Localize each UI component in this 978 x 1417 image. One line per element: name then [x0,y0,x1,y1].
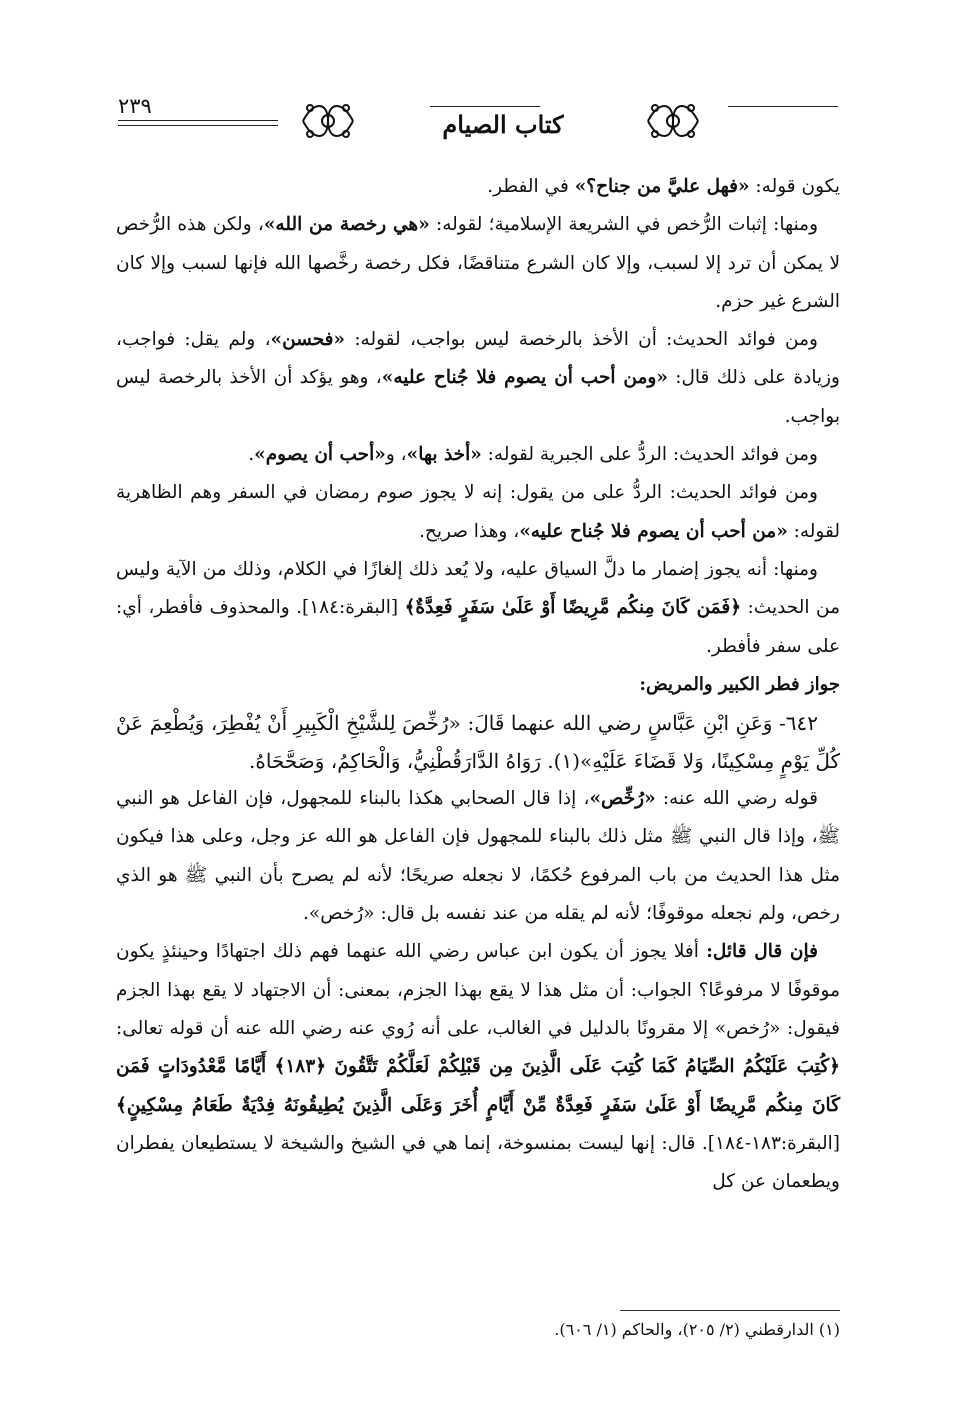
text-run: ومن فوائد الحديث: الردُّ على الجبرية لقوله: [481,444,818,466]
paragraph [116,933,840,1201]
paragraph [116,436,840,474]
text-run: ، وهذا صريح. [419,520,520,542]
emphasis-text: «من أحب أن يصوم فلا جُناح عليه» [519,520,788,542]
ornament-left-icon [298,96,358,146]
emphasis-text: ﴿كُتِبَ عَلَيْكُمُ الصِّيَامُ كَمَا كُتِبَ عَلَى الَّذِينَ مِن قَبْلِكُمْ لَعَلَّكُمْ تَتَّقُونَ ﴿١٨٣﴾ أَيَّامًا مَّعْدُودَاتٍ فَمَن كَانَ مِنكُم مَّرِيضًا أَوْ عَلَىٰ سَفَرٍ فَعِدَّةٌ مِّنْ أَيَّامٍ أُخَرَ وَعَلَى الَّذِينَ يُطِيقُونَهُ فِدْيَةٌ طَعَامُ مِسْكِينٍ﴾ [116,1056,840,1116]
emphasis-text: جواز فطر الكبير والمريض: [639,673,840,695]
text-run: ، ولم يقل: فواجب، وزيادة على ذلك قال: [116,329,840,389]
text-run: ٦٤٢- وَعَنِ ابْنِ عَبَّاسٍ رضي الله عنهما قَالَ: «رُخِّصَ لِلشَّيْخِ الْكَبِيرِ أَنْ يُفْطِرَ، وَيُطْعِمَ عَنْ كُلِّ يَوْمٍ مِسْكِينًا، وَلا قَضَاءَ عَلَيْهِ»(١). رَوَاهُ الدَّارَقُطْنِيُّ، وَالْحَاكِمُ، وَصَحَّحَاهُ. [116,711,840,774]
text-run: ، ولكن هذه الرُّخص لا يمكن أن ترد إلا لسبب، وإلا كان الشرع متناقضًا، فكل رخصة رخَّصها الله فإنها لسبب وإلا كان الشرع غير حزم. [116,214,840,312]
emphasis-text: «هي رخصة من الله» [263,214,430,236]
text-run: في الفطر. [487,176,575,197]
paragraph [116,474,840,551]
chapter-title: كتاب الصيام [442,110,564,139]
paragraph [116,206,840,321]
page-header [118,92,838,150]
hadith-paragraph [116,704,840,780]
emphasis-text: «رُخِّص» [589,788,656,810]
emphasis-text: «أحب أن يصوم» [254,444,386,466]
emphasis-text: «فهل عليَّ من جناح؟» [574,176,750,197]
text-run: ، إذا قال الصحابي هكذا بالبناء للمجهول، فإن الفاعل هو النبي ﷺ، وإذا قال النبي ﷺ مثل ذلك بالبناء للمجهول فإن الفاعل هو الله عز وجل، وعلى هذا فيكون مثل هذا الحديث من باب المرفوع حُكمًا، لا نجعله صريحًا؛ لأنه لم يصرح بأن النبي ﷺ هو الذي رخص، ولم نجعله موقوفًا؛ لأنه لم يقله من عند نفسه بل قال: «رُخص». [116,788,840,925]
emphasis-text: «ومن أحب أن يصوم فلا جُناح عليه» [381,367,668,389]
body-text [116,168,840,1201]
page-number: ٢٣٩ [118,94,152,118]
paragraph [116,551,840,666]
emphasis-text: فإن قال قائل: [706,941,818,963]
paragraph [116,168,840,206]
emphasis-text: «أخذ بها» [406,444,482,466]
section-heading [116,666,840,704]
emphasis-text: «فحسن» [270,329,346,351]
text-run: قوله رضي الله عنه: [655,788,819,810]
footnote: (١) الدارقطني (٢/ ٢٠٥)، والحاكم (١/ ٦٠٦). [554,1320,840,1339]
text-run: يكون قوله: [749,176,840,197]
text-run: ومن فوائد الحديث: الردُّ على من يقول: إنه لا يجوز صوم رمضان في السفر وهم الظاهرية لقوله: [116,482,840,542]
text-run: . [248,444,255,466]
text-run: ، وهو يؤكد أن الأخذ بالرخصة ليس بواجب. [116,367,840,427]
header-rule-right [728,106,838,107]
text-run: ومنها: أنه يجوز إضمار ما دلَّ السياق عليه، ولا يُعد ذلك إلغازًا في الكلام، وذلك من الآية وليس من الحديث: [116,558,840,619]
text-run: أفلا يجوز أن يكون ابن عباس رضي الله عنهما فهم ذلك اجتهادًا وحينئذٍ يكون موقوفًا لا مرفوعًا؟ الجواب: أن مثل هذا لا يقع بهذا الجزم، بمعنى: أن الاجتهاد لا يقع بهذا الجزم فيقول: «رُخص» إلا مقرونًا بالدليل في الغالب، على أنه رُوي عنه رضي الله عنه أن قوله تعالى: [116,941,840,1039]
text-run: [البقرة:١٨٣-١٨٤]. قال: إنها ليست بمنسوخة، إنما هي في الشيخ والشيخة لا يستطيعان يفطران ويطعمان عن كل [116,1132,840,1193]
paragraph [116,321,840,436]
text-run: ومنها: إثبات الرُّخص في الشريعة الإسلامية؛ لقوله: [429,214,818,236]
text-run: ، و [385,444,407,466]
ornament-right-icon [643,96,703,146]
paragraph [116,780,840,933]
footnote-rule [620,1310,840,1311]
text-run: [البقرة:١٨٤]. والمحذوف فأفطر، أي: على سفر فأفطر. [116,597,840,657]
header-rule-left [118,120,278,121]
text-run: ومن فوائد الحديث: أن الأخذ بالرخصة ليس بواجب، لقوله: [345,329,818,351]
header-rule-left-thin [118,125,278,126]
emphasis-text: ﴿فَمَن كَانَ مِنكُم مَّرِيضًا أَوْ عَلَىٰ سَفَرٍ فَعِدَّةٌ﴾ [404,597,742,619]
header-rule-center [430,106,540,107]
